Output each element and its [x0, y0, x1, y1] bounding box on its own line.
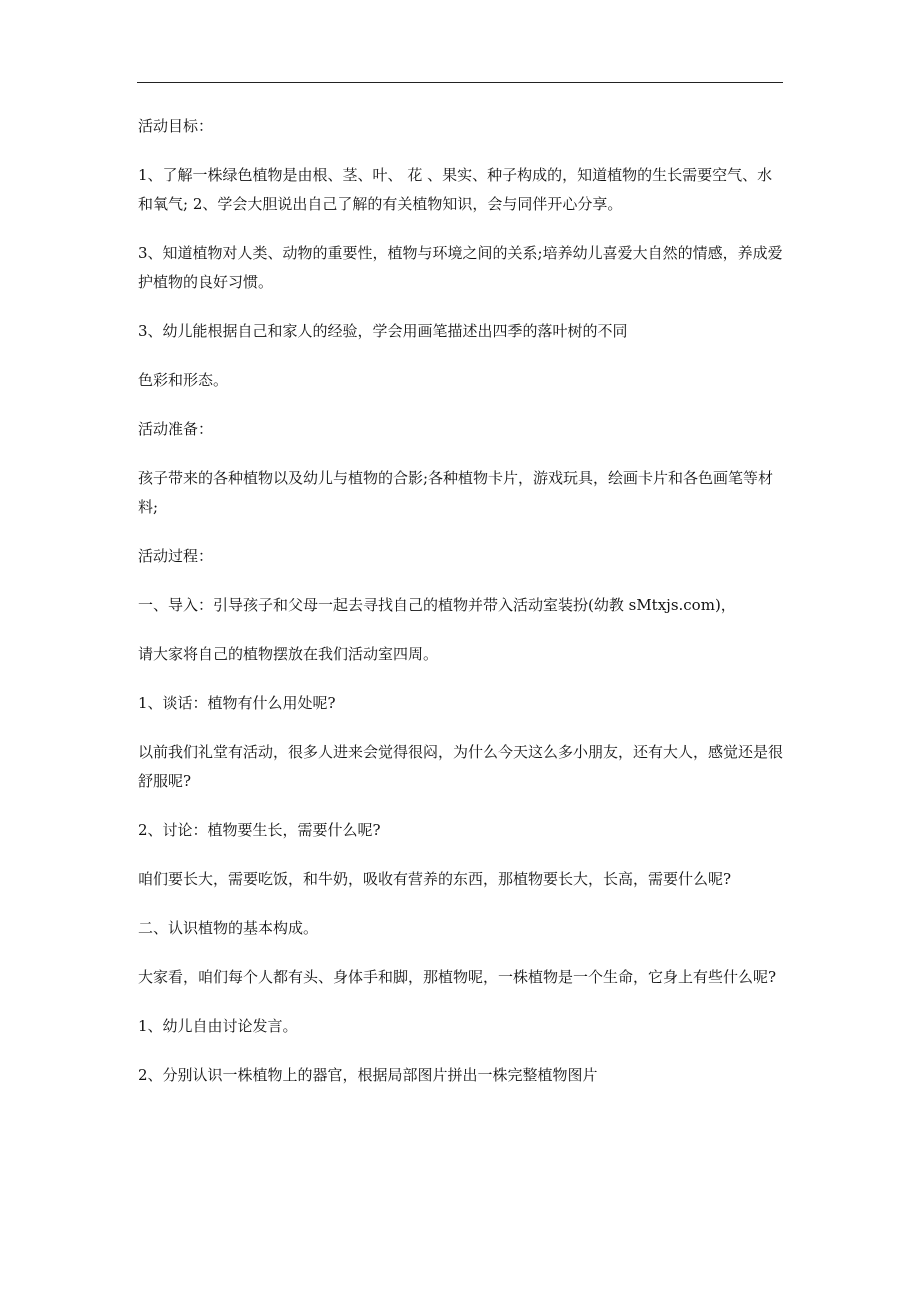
paragraph-goal-3b: 3、幼儿能根据自己和家人的经验，学会用画笔描述出四季的落叶树的不同 [138, 322, 628, 340]
paragraph-free-discussion: 1、幼儿自由讨论发言。 [138, 1017, 298, 1035]
paragraph-plant-structure: 大家看，咱们每个人都有头、身体手和脚，那植物呢，一株植物是一个生命，它身上有些什么呢? [138, 968, 777, 986]
heading-activity-process: 活动过程： [138, 547, 214, 565]
paragraph-talk: 1、谈话：植物有什么用处呢? [138, 694, 336, 712]
paragraph-goal-1-2: 1、了解一株绿色植物是由根、茎、叶、 花 、果实、种子构成的，知道植物的生长需要空气、水和氧气; 2、学会大胆说出自己了解的有关植物知识，会与同伴开心分享。 [138, 166, 773, 213]
paragraph-talk-detail: 以前我们礼堂有活动，很多人进来会觉得很闷，为什么今天这么多小朋友，还有大人，感觉还是很舒服呢? [138, 743, 784, 790]
paragraph-goal-3b-cont: 色彩和形态。 [138, 371, 229, 389]
paragraph-goal-3: 3、知道植物对人类、动物的重要性，植物与环境之间的关系;培养幼儿喜爱大自然的情感，养成爱护植物的良好习惯。 [138, 244, 783, 291]
paragraph-intro: 一、导入：引导孩子和父母一起去寻找自己的植物并带入活动室装扮(幼教 sMtxjs.com)， [138, 596, 736, 614]
paragraph-preparation: 孩子带来的各种植物以及幼儿与植物的合影;各种植物卡片，游戏玩具，绘画卡片和各色画笔等材料; [138, 469, 774, 516]
paragraph-recognize-organs: 2、分别认识一株植物上的器官，根据局部图片拼出一株完整植物图片 [138, 1066, 598, 1084]
paragraph-discuss: 2、讨论：植物要生长，需要什么呢? [138, 821, 381, 839]
heading-activity-preparation: 活动准备： [138, 420, 214, 438]
header-rule [137, 82, 783, 83]
paragraph-discuss-detail: 咱们要长大，需要吃饭，和牛奶，吸收有营养的东西，那植物要长大，长高，需要什么呢? [138, 870, 732, 888]
heading-plant-structure: 二、认识植物的基本构成。 [138, 919, 319, 937]
heading-activity-goals: 活动目标： [138, 117, 214, 135]
document-body [138, 112, 784, 1110]
paragraph-intro-cont: 请大家将自己的植物摆放在我们活动室四周。 [138, 645, 439, 663]
